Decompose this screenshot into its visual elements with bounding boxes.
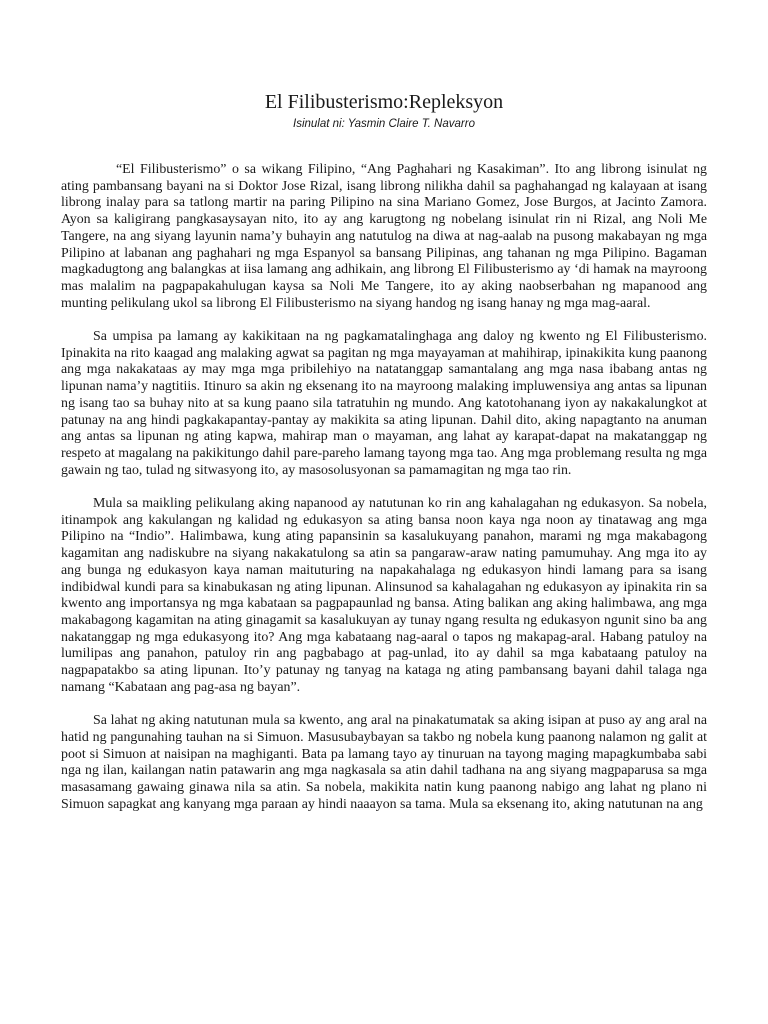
document-title: El Filibusterismo:Repleksyon: [264, 91, 504, 113]
document-body: [61, 162, 707, 830]
paragraph-4: Sa lahat ng aking natutunan mula sa kwento, ang aral na pinakatumatak sa aking isipan at puso ay ang aral na hatid ng pangunahing tauhan na si Simuon. Masusubaybayan sa takbo ng nobela kung paanong nalamon ng galit at poot si Simuon at naisipan na maghiganti. Bata pa lamang tayo ay tinuruan na tayong maging mapagkumbaba sabi nga ng ilan, kailangan natin patawarin ang mga nagkasala sa atin dahil tadhana na ang siyang magpaparusa sa mga masasamang gawaing ginawa nila sa atin. Sa nobela, makikita natin kung paanong nabigo ang lahat ng plano ni Simuon sapagkat ang kanyang mga paraan ay hindi naaayon sa tama. Mula sa eksenang ito, aking natutunan na ang: [61, 713, 707, 812]
paragraph-1: “El Filibusterismo” o sa wikang Filipino, “Ang Paghahari ng Kasakiman”. Ito ang librong isinulat ng ating pambansang bayani na si Doktor Jose Rizal, isang librong nilikha dahil sa paghahangad ng kalayaan at isang librong inalay para sa tatlong martir na paring Pilipino na sina Mariano Gomez, Jose Burgos, at Jacinto Zamora. Ayon sa kaligirang pangkasaysayan nito, ito ay ang karugtong ng nobelang isinulat rin ni Rizal, ang Noli Me Tangere, na ang siyang layunin nama’y buhayin ang natutulog na diwa at nag-aalab na pusong makabayan ng mga Pilipino at labanan ang paghahari ng mga Espanyol sa bansang Pilipinas, ang tahanan ng mga Pilipino. Bagaman magkadugtong ang balangkas at iisa lamang ang adhikain, ang librong El Filibusterismo ay ‘di hamak na mayroong mas malalim na pagpapakahulugan kaysa sa Noli Me Tangere, ito ay aking naobserbahan ng mapanood ang munting pelikulang ukol sa librong El Filibusterismo na siyang handog ng isang hanay ng mga mag-aaral.: [61, 162, 707, 311]
paragraph-3: Mula sa maikling pelikulang aking napanood ay natutunan ko rin ang kahalagahan ng edukasyon. Sa nobela, itinampok ang kakulangan ng kalidad ng edukasyon sa ating bansa noon kaya nga noon ay tinatawag ang mga Pilipino na “Indio”. Halimbawa, kung ating papansinin sa kasalukuyang panahon, marami ng mga makabagong kagamitan ang nadiskubre na siyang nakakatulong sa atin sa pangaraw-araw nating pamumuhay. Ang mga ito ay ang bunga ng edukasyon kaya naman maituturing na napakahalaga ng edukasyon hindi lamang para sa isang indibidwal kundi para sa kinabukasan ng ating lipunan. Alinsunod sa kahalagahan ng edukasyon ay ipinakita rin sa kwento ang importansya ng mga kabataan sa pagpapaunlad ng bansa. Ating balikan ang aking halimbawa, ang mga makabagong kagamitan na ating ginagamit sa kasalukuyan ay tunay ngang resulta ng edukasyon ngunit sino ba ang nakatanggap ng mga edukasyong ito? Ang mga kabataang nag-aaral o tapos ng makapag-aral. Habang patuloy na lumilipas ang panahon, patuloy rin ang pagbabago at pag-unlad, ito ay dahil sa mga kabataang patuloy na nagpapatakbo sa ating lipunan. Ito’y patunay ng tanyag na kataga ng ating pambansang bayani dahil talaga nga namang “Kabataan ang pag-asa ng bayan”.: [61, 496, 707, 695]
document-author: Isinulat ni: Yasmin Claire T. Navarro: [293, 118, 475, 130]
paragraph-2: Sa umpisa pa lamang ay kakikitaan na ng pagkamatalinghaga ang daloy ng kwento ng El Filibusterismo. Ipinakita na rito kaagad ang malaking agwat sa pagitan ng mga mayayaman at mahihirap, ipinakikita kung paanong ang mga nakakataas ay may mga mga pribilehiyo na natatanggap samantalang ang mga nasa ibabang antas ng lipunan nama’y nagtitiis. Itinuro sa akin ng eksenang ito na mayroong malaking impluwensiya ang antas sa lipunan ng isang tao sa buhay nito at sa kung paano sila tatratuhin ng mundo. Ang katotohanang iyon ay nakakalungkot at patunay na ang hindi pagkakapantay-pantay ay makikita sa ating lipunan. Dahil dito, aking napagtanto na anuman ang antas sa lipunan ng ating kapwa, mahirap man o mayaman, ang lahat ay karapat-dapat na makatanggap ng respeto at magalang na pakikitungo dahil pare-pareho lamang tayong mga tao. Ang mga problemang resulta ng mga gawain ng tao, tulad ng sitwasyong ito, ay masosolusyonan sa pamamagitan ng mga tao rin.: [61, 329, 707, 478]
